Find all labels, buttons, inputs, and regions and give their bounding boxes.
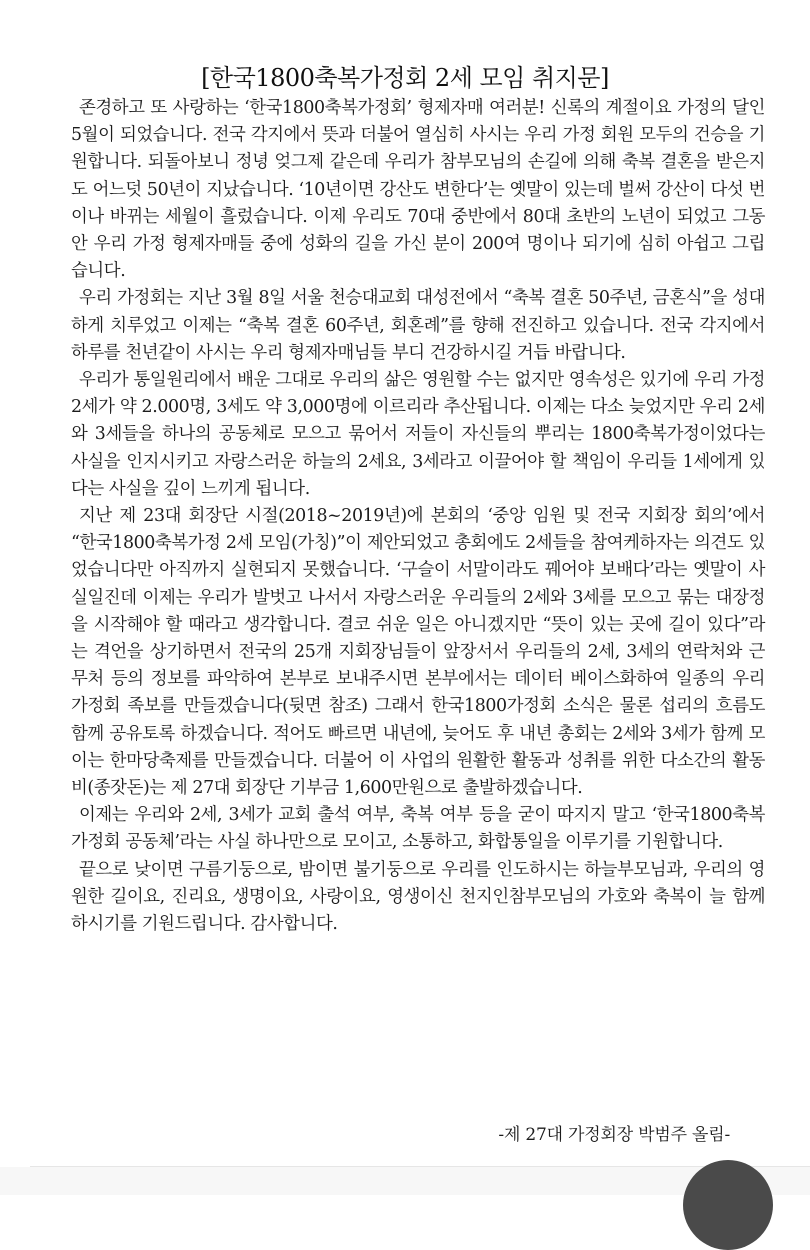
paragraph-2: 우리 가정회는 지난 3월 8일 서울 천승대교회 대성전에서 “축복 결혼 50주년, 금혼식”을 성대하게 치루었고 이제는 “축복 결혼 60주년, 회혼례”를 향해 전진하고 있습니다. 전국 각지에서 하루를 천년같이 사시는 우리 형제자매님들 부디 건강하시길 거듭 바랍니다. [71, 288, 765, 363]
paragraph-4: 지난 제 23대 회장단 시절(2018~2019년)에 본회의 ‘중앙 임원 및 전국 지회장 회의’에서 “한국1800축복가정 2세 모임(가칭)”이 제안되었고 총회에도 2세들을 참여케하자는 의견도 있었습니다만 아직까지 실현되지 못했습니다. ‘구슬이 서말이라도 꿰어야 보배다’라는 옛말이 사실일진데 이제는 우리가 발벗고 나서서 자랑스러운 우리들의 2세와 3세를 모으고 묶는 대장정을 시작해야 할 때라고 생각합니다. 결코 쉬운 일은 아니겠지만 “뜻이 있는 곳에 길이 있다”라는 격언을 상기하면서 전국의 25개 지회장님들이 앞장서서 우리들의 2세, 3세의 연락처와 근무처 등의 정보를 파악하여 본부로 보내주시면 본부에서는 데이터 베이스화하여 일종의 우리 가정회 족보를 만들겠습니다(뒷면 참조) 그래서 한국1800가정회 소식은 물론 섭리의 흐름도 함께 공유토록 하겠습니다. 적어도 빠르면 내년에, 늦어도 후 내년 총회는 2세와 3세가 함께 모이는 한마당축제를 만들겠습니다. 더불어 이 사업의 원활한 활동과 성취를 위한 다소간의 활동비(종잣돈)는 제 27대 회장단 기부금 1,600만원으로 출발하겠습니다. [71, 506, 765, 799]
paragraph-3: 우리가 통일원리에서 배운 그대로 우리의 삶은 영원할 수는 없지만 영속성은 있기에 우리 가정 2세가 약 2.000명, 3세도 약 3,000명에 이르리라 추산됩니다. 이제는 다소 늦었지만 우리 2세와 3세들을 하나의 공동체로 모으고 묶어서 저들이 자신들의 뿌리는 1800축복가정이었다는 사실을 인지시키고 자랑스러운 하늘의 2세요, 3세라고 이끌어야 할 책임이 우리들 1세에게 있다는 사실을 깊이 느끼게 됩니다. [71, 370, 765, 499]
document-body [71, 95, 765, 938]
document-title: [한국1800축복가정회 2세 모임 취지문] [201, 64, 609, 92]
signature: -제 27대 가정회장 박범주 올림- [498, 1125, 730, 1145]
floating-action-button[interactable] [683, 1160, 773, 1250]
paragraph-1: 존경하고 또 사랑하는 ‘한국1800축복가정회’ 형제자매 여러분! 신록의 계절이요 가정의 달인 5월이 되었습니다. 전국 각지에서 뜻과 더불어 열심히 사시는 우리 가정 회원 모두의 건승을 기원합니다. 되돌아보니 정녕 엊그제 같은데 우리가 참부모님의 손길에 의해 축복 결혼을 받은지도 어느덧 50년이 지났습니다. ‘10년이면 강산도 변한다’는 옛말이 있는데 벌써 강산이 다섯 번이나 바뀌는 세월이 흘렀습니다. 이제 우리도 70대 중반에서 80대 초반의 노년이 되었고 그동안 우리 가정 형제자매들 중에 성화의 길을 가신 분이 200여 명이나 되기에 심히 아쉽고 그립습니다. [71, 98, 765, 282]
paragraph-6: 끝으로 낮이면 구름기둥으로, 밤이면 불기둥으로 우리를 인도하시는 하늘부모님과, 우리의 영원한 길이요, 진리요, 생명이요, 사랑이요, 영생이신 천지인참부모님의 가호와 축복이 늘 함께하시기를 기원드립니다. 감사합니다. [71, 859, 765, 935]
paragraph-5: 이제는 우리와 2세, 3세가 교회 출석 여부, 축복 여부 등을 굳이 따지지 말고 ‘한국1800축복가정회 공동체’라는 사실 하나만으로 모이고, 소통하고, 화합통일을 이루기를 기원합니다. [71, 805, 765, 853]
